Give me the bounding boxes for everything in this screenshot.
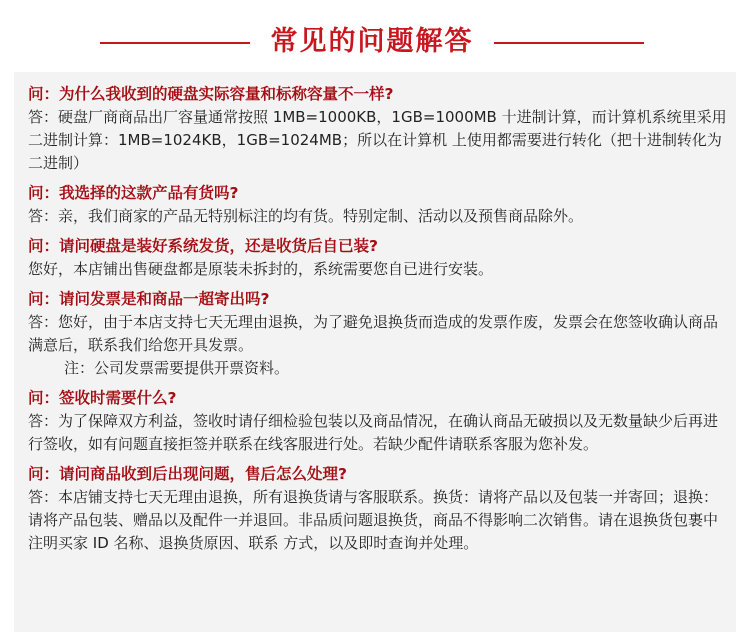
faq-item	[28, 462, 732, 555]
faq-answer: 答：您好，由于本店支持七天无理由退换，为了避免退换货而造成的发票作废，发票会在您签收确认商品满意后，联系我们给您开具发票。	[28, 313, 719, 354]
faq-question: 问：请问硬盘是装好系统发货，还是收货后自已装?	[28, 237, 378, 255]
faq-answer: 答：为了保障双方利益，签收时请仔细检验包装以及商品情况，在确认商品无破损以及无数量缺少后再进行签收，如有问题直接拒签并联系在线客服进行处。若缺少配件请联系客服为您补发。	[28, 412, 719, 453]
title-divider-right	[494, 42, 644, 44]
faq-question: 问：签收时需要什么?	[28, 389, 177, 407]
faq-answer: 答：亲，我们商家的产品无特别标注的均有货。特别定制、活动以及预售商品除外。	[28, 207, 584, 225]
faq-panel	[14, 72, 736, 632]
faq-answer: 答：硬盘厂商商品出厂容量通常按照 1MB=1000KB，1GB=1000MB 十进制计算，而计算机系统里采用二进制计算：1MB=1024KB，1GB=1024MB；所以在计算机 上使用都需要进行转化（把十进制转化为二进制）	[28, 108, 727, 172]
faq-question: 问：请问发票是和商品一超寄出吗?	[28, 290, 270, 308]
title-divider-left	[100, 42, 250, 44]
page-title: 常见的问题解答	[270, 26, 474, 57]
faq-answer: 您好，本店铺出售硬盘都是原装未拆封的，系统需要您自已进行安装。	[28, 260, 494, 278]
faq-item	[28, 287, 732, 380]
faq-item	[28, 386, 732, 456]
section-header	[0, 18, 750, 68]
faq-question: 问：为什么我收到的硬盘实际容量和标称容量不一样?	[28, 85, 394, 103]
faq-answer: 答：本店铺支持七天无理由退换，所有退换货请与客服联系。换货：请将产品以及包装一并寄回；退换：请将产品包装、赠品以及配件一并退回。非品质问题退换货，商品不得影响二次销售。请在退换货包裹中注明买家 ID 名称、退换货原因、联系 方式，以及即时查询并处理。	[28, 488, 719, 552]
faq-question: 问：请问商品收到后出现问题，售后怎么处理?	[28, 465, 347, 483]
faq-item	[28, 234, 732, 281]
faq-item	[28, 181, 732, 228]
faq-question: 问：我选择的这款产品有货吗?	[28, 184, 239, 202]
faq-list	[28, 82, 732, 561]
faq-note: 注：公司发票需要提供开票资料。	[64, 359, 290, 377]
faq-item	[28, 82, 732, 175]
